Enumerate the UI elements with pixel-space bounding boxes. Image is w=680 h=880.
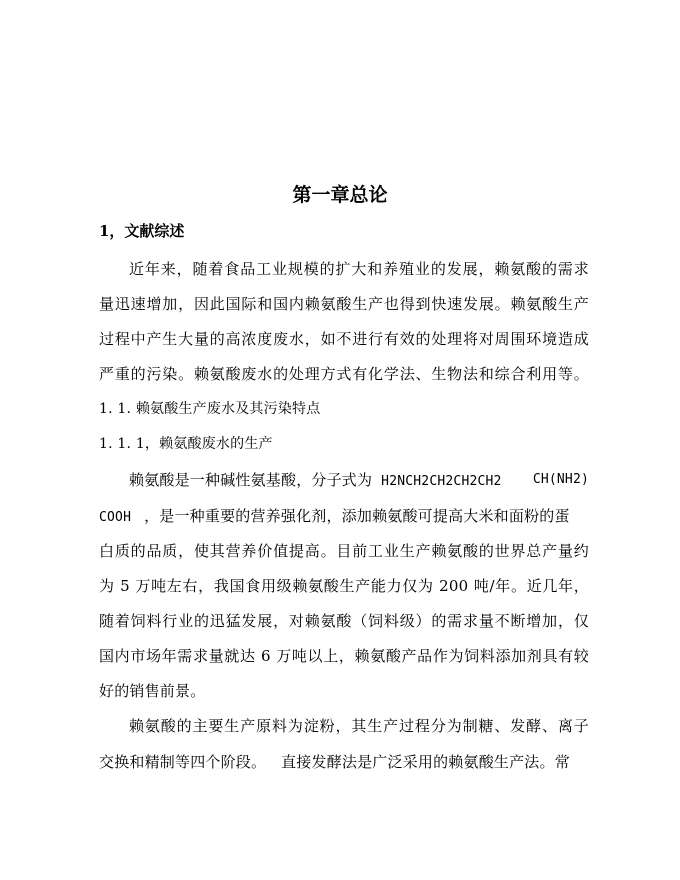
paragraph-line: 严重的污染。赖氨酸废水的处理方式有化学法、生物法和综合利用等。: [99, 365, 589, 383]
paragraph-text: ，是一种重要的营养强化剂，添加赖氨酸可提高大米和面粉的蛋: [144, 507, 570, 525]
paragraph-line: 过程中产生大量的高浓度废水，如不进行有效的处理将对周围环境造成: [99, 330, 589, 348]
paragraph-line: 随着饲料行业的迅猛发展，对赖氨酸（饲料级）的需求量不断增加，仅: [99, 612, 589, 630]
paragraph-text: 赖氨酸是一种碱性氨基酸，分子式为: [129, 471, 373, 489]
paragraph-line: 白质的品质，使其营养价值提高。目前工业生产赖氨酸的世界总产量约: [99, 542, 589, 560]
paragraph-line: 好的销售前景。: [99, 682, 206, 700]
paragraph-line: [129, 470, 589, 492]
paragraph-line: 国内市场年需求量就达 6 万吨以上，赖氨酸产品作为饲料添加剂具有较: [99, 647, 589, 665]
formula-text: H2NCH2CH2CH2CH2: [381, 474, 502, 489]
paragraph-line: 为 5 万吨左右，我国食用级赖氨酸生产能力仅为 200 吨/年。近几年，: [99, 577, 589, 595]
paragraph-line: 赖氨酸的主要生产原料为淀粉，其生产过程分为制糖、发酵、离子: [129, 717, 589, 735]
formula-text: COOH: [99, 510, 132, 525]
paragraph-line: [99, 506, 589, 528]
paragraph-line: 交换和精制等四个阶段。 直接发酵法是广泛采用的赖氨酸生产法。常: [99, 753, 570, 771]
paragraph-line: 量迅速增加，因此国际和国内赖氨酸生产也得到快速发展。赖氨酸生产: [99, 295, 589, 313]
formula-text: CH(NH2): [532, 472, 589, 487]
chapter-title: 第一章总论: [292, 184, 388, 206]
subsection-heading: 1. 1. 1，赖氨酸废水的生产: [99, 436, 273, 452]
paragraph-line: 近年来，随着食品工业规模的扩大和养殖业的发展，赖氨酸的需求: [129, 260, 589, 278]
section-heading: 1，文献综述: [99, 222, 185, 240]
subsection-heading: 1. 1. 赖氨酸生产废水及其污染特点: [99, 401, 321, 417]
